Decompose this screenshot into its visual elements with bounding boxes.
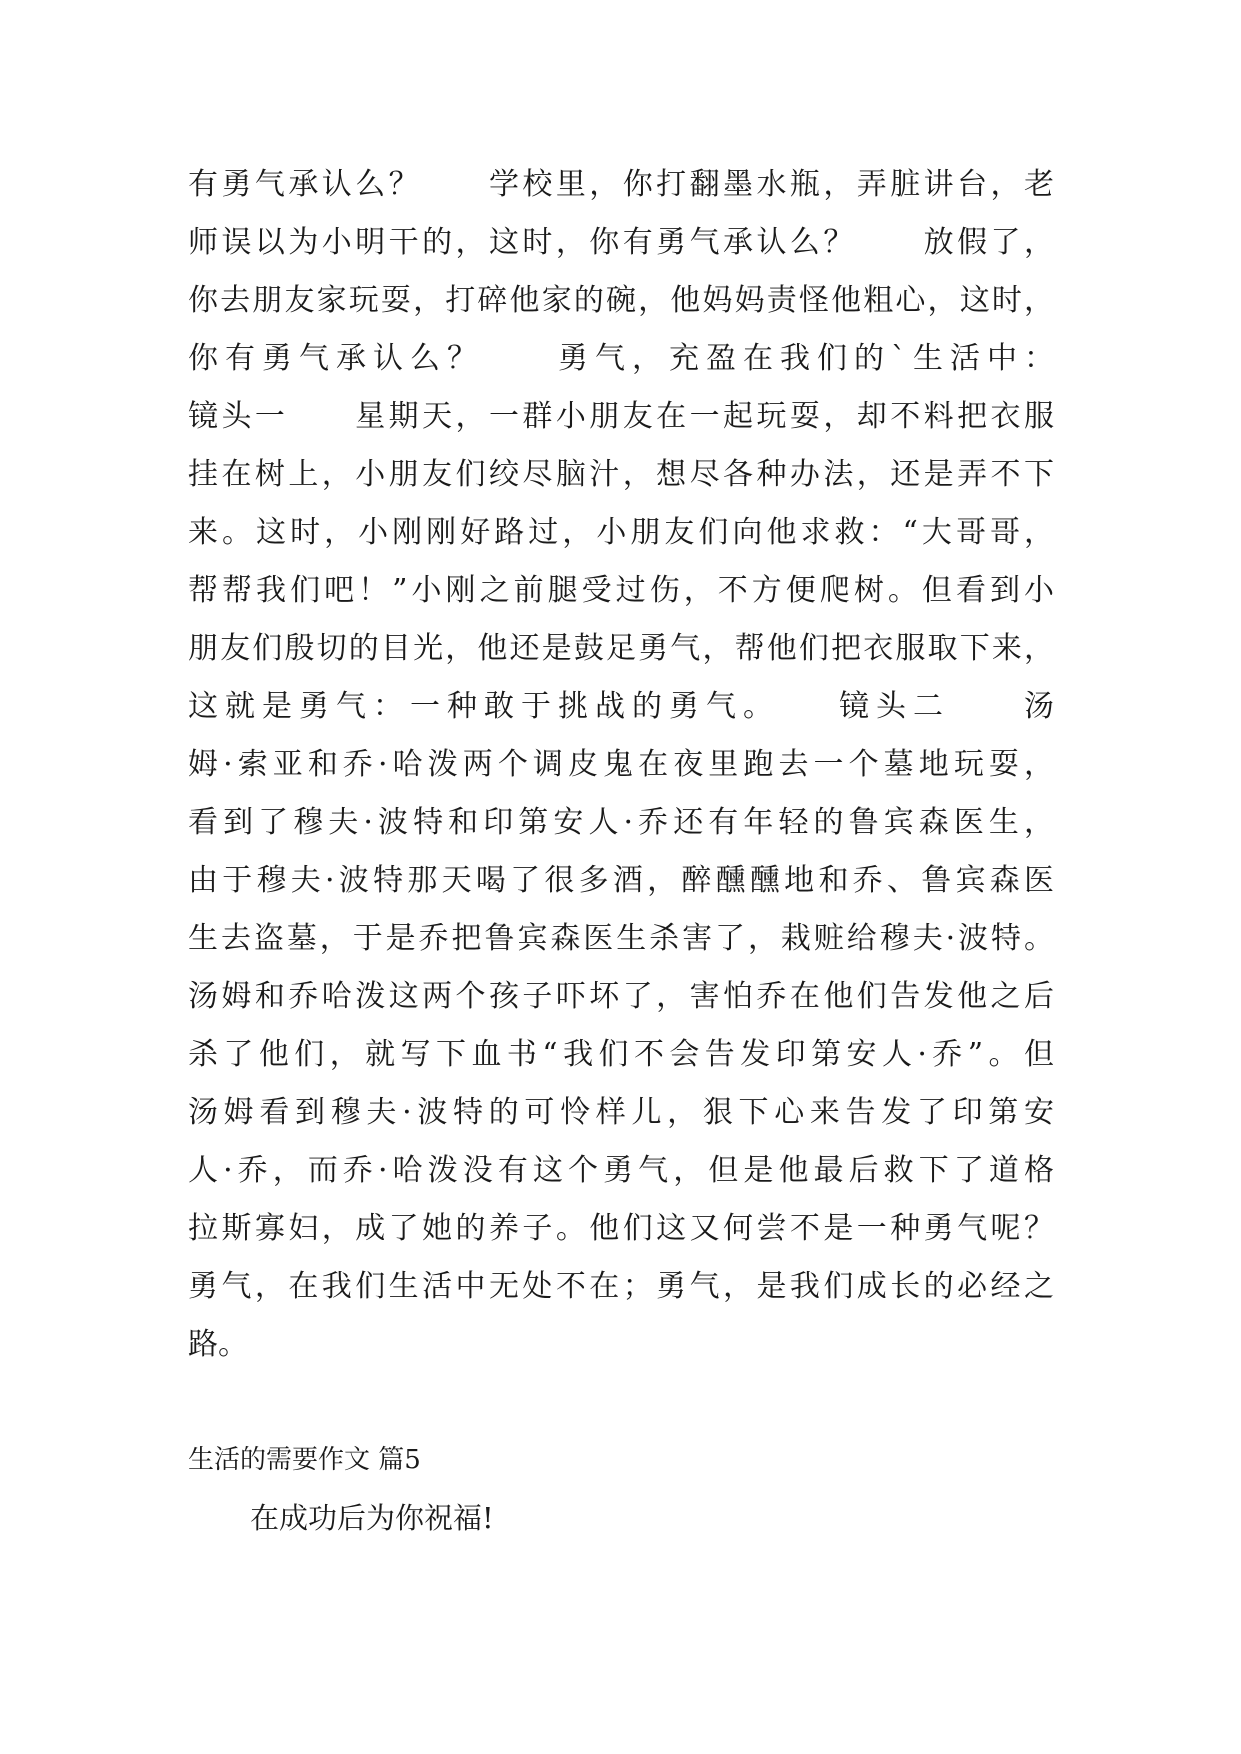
body-line: 姆·索亚和乔·哈泼两个调皮鬼在夜里跑去一个墓地玩耍，: [188, 747, 1054, 782]
body-line: 帮帮我们吧！”小刚之前腿受过伤，不方便爬树。但看到小: [188, 573, 1054, 608]
body-line: 由于穆夫·波特那天喝了很多酒，醉醺醺地和乔、鲁宾森医: [188, 863, 1054, 898]
body-line: 挂在树上，小朋友们绞尽脑汁，想尽各种办法，还是弄不下: [188, 457, 1054, 492]
body-line: 勇气，在我们生活中无处不在；勇气，是我们成长的必经之: [188, 1269, 1054, 1304]
body-line: 人·乔，而乔·哈泼没有这个勇气，但是他最后救下了道格: [188, 1153, 1054, 1188]
body-line: 你去朋友家玩耍，打碎他家的碗，他妈妈责怪他粗心，这时，: [188, 283, 1054, 318]
section-paragraph: 在成功后为你祝福!: [250, 1501, 494, 1535]
section-heading: 生活的需要作文 篇5: [188, 1445, 421, 1475]
body-line: 拉斯寡妇，成了她的养子。他们这又何尝不是一种勇气呢？: [188, 1211, 1054, 1246]
body-line: 路。: [188, 1327, 248, 1362]
body-line: 汤姆和乔哈泼这两个孩子吓坏了，害怕乔在他们告发他之后: [188, 979, 1054, 1014]
body-line: 生去盗墓，于是乔把鲁宾森医生杀害了，栽赃给穆夫·波特。: [188, 921, 1054, 956]
body-line: 有勇气承认么？ 学校里，你打翻墨水瓶，弄脏讲台，老: [188, 167, 1054, 202]
body-line: 师误以为小明干的，这时，你有勇气承认么？ 放假了，: [188, 225, 1054, 260]
body-line: 来。这时，小刚刚好路过，小朋友们向他求救：“大哥哥，: [188, 515, 1054, 550]
body-line: 看到了穆夫·波特和印第安人·乔还有年轻的鲁宾森医生，: [188, 805, 1054, 840]
body-line: 汤姆看到穆夫·波特的可怜样儿，狠下心来告发了印第安: [188, 1095, 1054, 1130]
body-line: 朋友们殷切的目光，他还是鼓足勇气，帮他们把衣服取下来，: [188, 631, 1054, 666]
body-text: [188, 156, 1054, 1374]
body-line: 杀了他们，就写下血书“我们不会告发印第安人·乔”。但: [188, 1037, 1054, 1072]
body-line: 镜头一 星期天，一群小朋友在一起玩耍，却不料把衣服: [188, 399, 1054, 434]
body-line: 这就是勇气：一种敢于挑战的勇气。 镜头二 汤: [188, 689, 1054, 724]
body-line: 你有勇气承认么？ 勇气，充盈在我们的`生活中：: [188, 341, 1054, 376]
